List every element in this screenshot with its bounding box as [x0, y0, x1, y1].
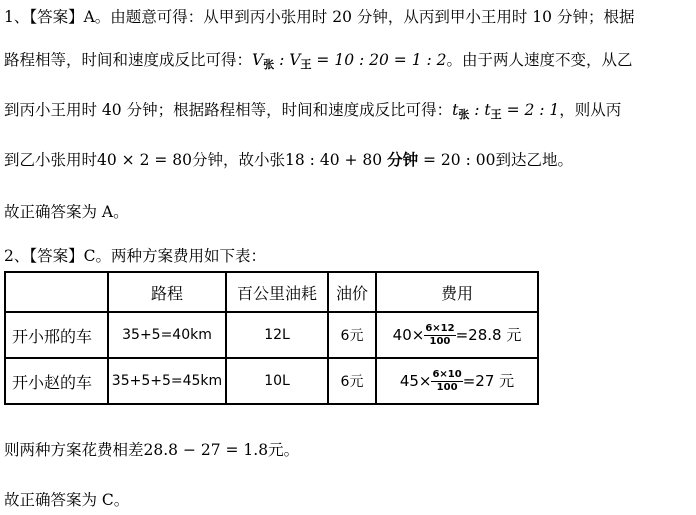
header-cell	[5, 272, 108, 312]
fraction-numerator: 6×12	[425, 322, 455, 334]
row-name: 开小邢的车	[5, 312, 108, 358]
fee-prefix: 45×	[399, 371, 432, 390]
t-symbol: t	[452, 101, 459, 119]
q1-line-3-tail: ，则从丙	[559, 101, 622, 119]
time-ratio-formula: t张 : t王 = 2 : 1	[452, 101, 560, 121]
header-cell: 费用	[376, 272, 538, 312]
table-header-row	[5, 272, 538, 312]
header-cell: 油价	[328, 272, 376, 312]
ratio-value: = 2 : 1	[501, 101, 560, 119]
q2-conclusion: 故正确答案为 C。	[4, 491, 130, 509]
q1-line-4-mid: 分钟，故小张	[192, 151, 286, 169]
q1-line-4-text: 到乙小张用时	[4, 151, 98, 169]
v-symbol: V	[289, 51, 301, 69]
q1-line-2-tail: 。由于两人速度不变，从乙	[446, 51, 633, 69]
fee-fraction	[431, 369, 462, 394]
arrival-calc-start: 18 : 40 + 80	[285, 151, 383, 169]
fraction-numerator: 6×10	[432, 368, 462, 380]
row-price: 6元	[328, 312, 376, 358]
q1-line-4-tail: 到达乙地。	[495, 151, 573, 169]
row-fee	[376, 312, 538, 358]
q1-line-2-text: 路程相等，时间和速度成反比可得：	[4, 51, 253, 69]
row-name: 开小赵的车	[5, 358, 108, 404]
arrival-calc	[285, 151, 495, 169]
row-price: 6元	[328, 358, 376, 404]
row-route: 35+5=40km	[108, 312, 226, 358]
row-fuel: 10L	[226, 358, 328, 404]
q1-conclusion: 故正确答案为 A。	[4, 203, 129, 221]
arrival-calc-unit: 分钟	[387, 150, 419, 169]
row-fee	[376, 358, 538, 404]
diff-calc: 28.8 − 27 = 1.8	[143, 441, 269, 459]
q1-line-3	[4, 100, 621, 122]
diff-unit: 元。	[268, 441, 300, 459]
fraction-denominator: 100	[436, 381, 458, 393]
subscript-zhang: 张	[458, 108, 470, 121]
subscript-zhang: 张	[263, 58, 275, 71]
table-row	[5, 312, 538, 358]
row-route: 35+5+5=45km	[108, 358, 226, 404]
fee-table	[4, 271, 539, 405]
diff-text: 则两种方案花费相差	[4, 441, 144, 459]
fee-suffix: =27 元	[462, 371, 515, 390]
q1-line-4	[4, 150, 573, 170]
v-symbol: V	[252, 51, 264, 69]
fee-fraction	[424, 323, 455, 348]
calc-80: 40 × 2 = 80	[97, 151, 193, 169]
q2-line-1: 2、【答案】C。两种方案费用如下表：	[4, 247, 266, 265]
speed-ratio-formula: V张 : V王 = 10 : 20 = 1 : 2	[252, 51, 447, 71]
fraction-denominator: 100	[429, 335, 451, 347]
fee-prefix: 40×	[392, 325, 425, 344]
t-symbol: t	[484, 101, 491, 119]
q1-line-3-text: 到丙小王用时 40 分钟；根据路程相等，时间和速度成反比可得：	[4, 101, 453, 119]
row-fuel: 12L	[226, 312, 328, 358]
q1-line-1: 1、【答案】A。由题意可得：从甲到丙小张用时 20 分钟，从丙到甲小王用时 10 分钟；根据	[4, 8, 635, 26]
q2-diff-line	[4, 440, 299, 460]
header-cell: 路程	[108, 272, 226, 312]
ratio-value: = 10 : 20 = 1 : 2	[311, 51, 447, 69]
table-row	[5, 358, 538, 404]
q1-line-2	[4, 50, 633, 72]
subscript-wang: 王	[300, 58, 312, 71]
subscript-wang: 王	[490, 108, 502, 121]
fee-suffix: =28.8 元	[455, 325, 522, 344]
header-cell: 百公里油耗	[226, 272, 328, 312]
arrival-calc-result: = 20 : 00	[418, 151, 496, 169]
